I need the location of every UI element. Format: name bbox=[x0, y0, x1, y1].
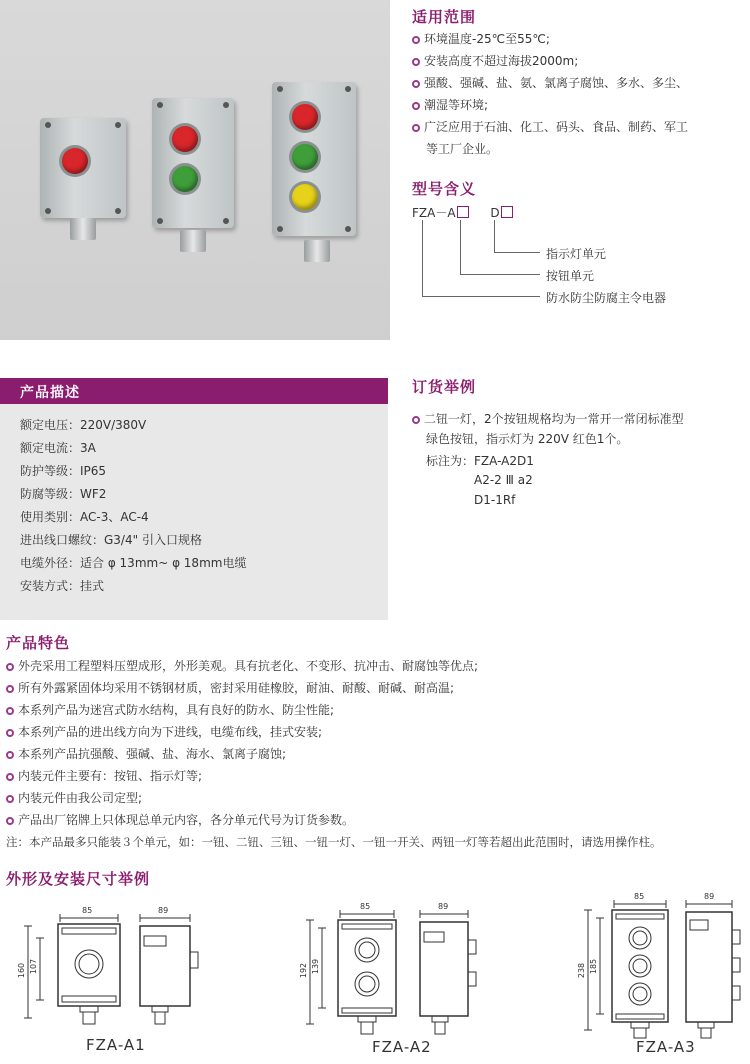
dim-height: 238 bbox=[577, 962, 587, 979]
model-code-a: FZA－A bbox=[412, 206, 456, 220]
feature-item: 本系列产品的进出线方向为下进线，电缆布线，挂式安装; bbox=[6, 721, 662, 743]
feature-item: 产品出厂铭牌上只体现总单元内容，各分单元代号为订货参数。 bbox=[6, 809, 662, 831]
features-note: 注：本产品最多只能装３个单元，如：一钮、二钮、三钮、一钮一灯、一钮一开关、两钮一灯等若超出此范围时，请选用操作柱。 bbox=[6, 835, 662, 849]
scope-item: 广泛应用于石油、化工、码头、食品、制药、军工 bbox=[412, 116, 688, 138]
dim-depth: 89 bbox=[158, 906, 169, 915]
features-title: 产品特色 bbox=[6, 634, 71, 652]
dim-width: 85 bbox=[360, 902, 371, 911]
spec-row: 使用类别：AC-3、AC-4 bbox=[20, 510, 149, 524]
dim-depth: 89 bbox=[438, 902, 449, 911]
feature-item: 内装元件主要有：按钮、指示灯等; bbox=[6, 765, 662, 787]
scope-list bbox=[412, 28, 688, 160]
model-title: 型号含义 bbox=[412, 180, 477, 198]
drawing-a2-svg bbox=[292, 900, 522, 1060]
control-box-3-buttons bbox=[272, 82, 356, 236]
model-code bbox=[412, 204, 513, 221]
spec-row: 安装方式：挂式 bbox=[20, 579, 105, 593]
feature-item: 外壳采用工程塑料压塑成形，外形美观。具有抗老化、不变形、抗冲击、耐腐蚀等优点; bbox=[6, 655, 662, 677]
scope-continuation: 等工厂企业。 bbox=[426, 142, 499, 156]
placeholder-box bbox=[501, 206, 513, 218]
scope-item: 环境温度-25℃至55℃; bbox=[412, 28, 688, 50]
scope-item: 潮湿等环境; bbox=[412, 94, 688, 116]
feature-item: 内装元件由我公司定型; bbox=[6, 787, 662, 809]
model-label: 防水防尘防腐主令电器 bbox=[546, 291, 667, 305]
dim-width: 85 bbox=[634, 892, 645, 901]
dim-depth: 89 bbox=[704, 892, 715, 901]
description-list bbox=[20, 414, 246, 598]
order-line: D1-1Rf bbox=[474, 493, 516, 507]
caption-fza-a1: FZA-A1 bbox=[86, 1036, 146, 1054]
order-title: 订货举例 bbox=[412, 378, 477, 396]
spec-row: 电缆外径：适合 φ 13mm~ φ 18mm电缆 bbox=[20, 556, 247, 570]
scope-item: 安装高度不超过海拔2000m; bbox=[412, 50, 688, 72]
placeholder-box bbox=[457, 206, 469, 218]
spec-row: 进出线口螺纹：G3/4" 引入口规格 bbox=[20, 533, 202, 547]
dimensions-title: 外形及安装尺寸举例 bbox=[6, 870, 151, 888]
product-photo bbox=[0, 0, 390, 340]
scope-item: 强酸、强碱、盐、氨、氯离子腐蚀、多水、多尘、 bbox=[412, 72, 688, 94]
dim-height: 192 bbox=[299, 962, 309, 979]
spec-row: 额定电压：220V/380V bbox=[20, 418, 147, 432]
feature-item: 本系列产品为迷宫式防水结构，具有良好的防水、防尘性能; bbox=[6, 699, 662, 721]
drawing-fza-a1 bbox=[0, 900, 250, 1060]
caption-fza-a3: FZA-A3 bbox=[636, 1038, 696, 1056]
description-header bbox=[0, 378, 388, 404]
features-list bbox=[6, 655, 662, 853]
description-title: 产品描述 bbox=[20, 385, 80, 401]
model-label: 指示灯单元 bbox=[546, 247, 607, 261]
dim-inner: 139 bbox=[311, 958, 321, 975]
drawing-fza-a2 bbox=[292, 900, 522, 1060]
control-box-1-button bbox=[40, 118, 126, 218]
control-box-2-buttons bbox=[152, 98, 234, 228]
dim-height: 160 bbox=[17, 962, 27, 979]
dim-width: 85 bbox=[82, 906, 93, 915]
model-label: 按钮单元 bbox=[546, 269, 595, 283]
order-line: 二钮一灯，2个按钮规格均为一常开一常闭标准型 bbox=[412, 408, 684, 430]
caption-fza-a2: FZA-A2 bbox=[372, 1038, 432, 1056]
model-code-d: D bbox=[490, 206, 500, 220]
spec-row: 防护等级：IP65 bbox=[20, 464, 107, 478]
dim-inner: 185 bbox=[589, 958, 599, 975]
spec-row: 防腐等级：WF2 bbox=[20, 487, 107, 501]
order-line: A2-2 Ⅲ a2 bbox=[474, 473, 533, 487]
spec-row: 额定电流：3A bbox=[20, 441, 96, 455]
order-line: 绿色按钮，指示灯为 220V 红色1个。 bbox=[426, 432, 629, 446]
dim-inner: 107 bbox=[29, 958, 39, 975]
drawing-fza-a3 bbox=[574, 890, 750, 1060]
drawing-a3-svg bbox=[574, 890, 750, 1060]
feature-item: 所有外露紧固体均采用不锈钢材质，密封采用硅橡胶，耐油、耐酸、耐碱、耐高温; bbox=[6, 677, 662, 699]
scope-title: 适用范围 bbox=[412, 8, 477, 26]
order-line: 标注为：FZA-A2D1 bbox=[426, 454, 534, 468]
feature-item: 本系列产品抗强酸、强碱、盐、海水、氯离子腐蚀; bbox=[6, 743, 662, 765]
